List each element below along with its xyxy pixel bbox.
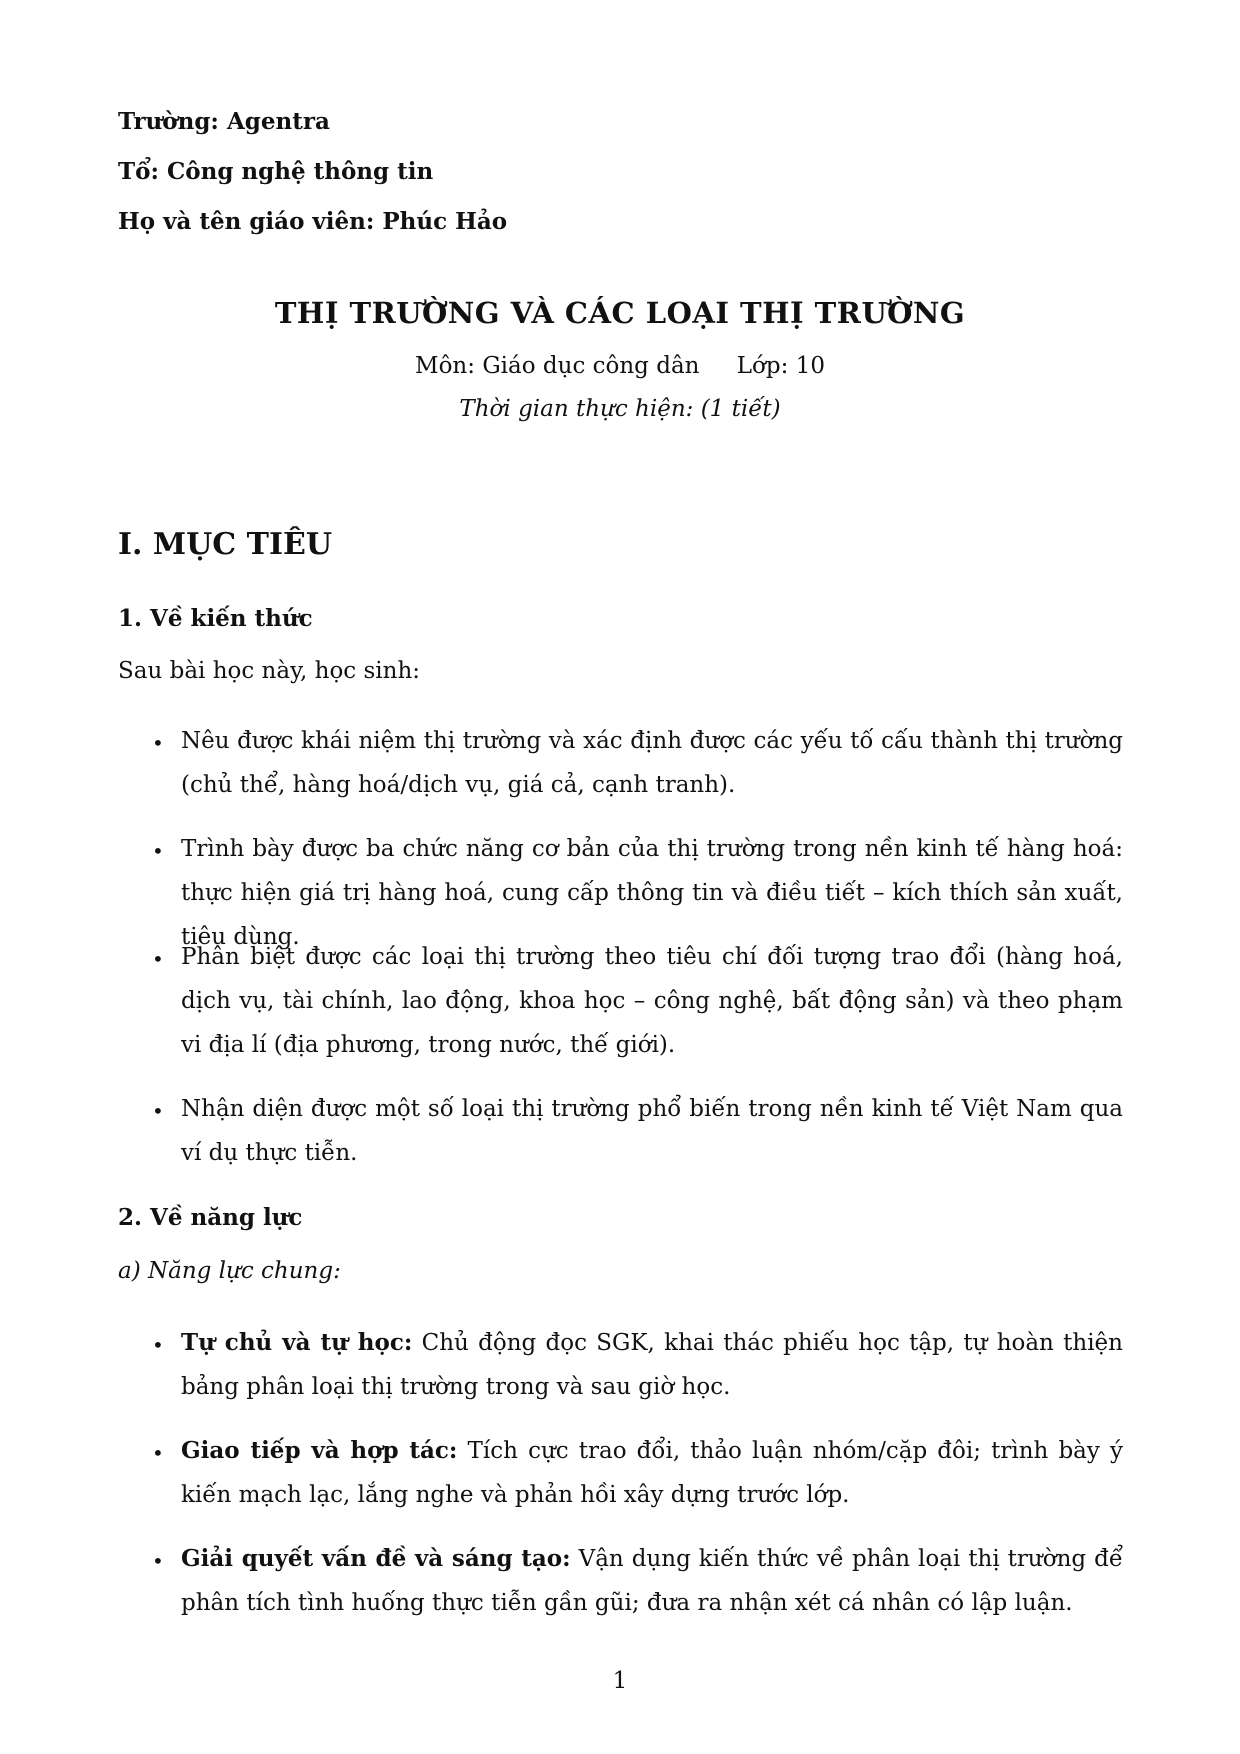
grade-label: Lớp:	[736, 353, 789, 379]
competency-item-text: Chủ động đọc SGK, khai thác phiếu học tập, tự hoàn thiện bảng phân loại thị trường trong và sau giờ học.	[181, 1330, 1123, 1400]
competency-item	[181, 1429, 1123, 1517]
knowledge-item: Trình bày được ba chức năng cơ bản của thị trường trong nền kinh tế hàng hoá: thực hiện giá trị hàng hoá, cung cấp thông tin và điều tiết – kích thích sản xuất, tiêu dùng.	[181, 836, 1123, 950]
knowledge-intro: Sau bài học này, học sinh:	[118, 658, 421, 684]
subject-value: Giáo dục công dân	[482, 353, 700, 379]
teacher-line	[118, 208, 507, 235]
knowledge-item: Nêu được khái niệm thị trường và xác định được các yếu tố cấu thành thị trường (chủ thể, hàng hoá/dịch vụ, giá cả, cạnh tranh).	[181, 728, 1123, 798]
group-line	[118, 158, 433, 185]
competency-item	[181, 1537, 1123, 1625]
competency-item-text: Tích cực trao đổi, thảo luận nhóm/cặp đôi; trình bày ý kiến mạch lạc, lắng nghe và phản hồi xây dựng trước lớp.	[181, 1438, 1123, 1508]
grade-value: 10	[795, 353, 825, 379]
bullet-marker: •	[152, 731, 164, 755]
bullet-marker: •	[152, 947, 164, 971]
bullet-marker: •	[152, 1441, 164, 1465]
page-number: 1	[612, 1668, 628, 1694]
bullet-marker: •	[152, 1549, 164, 1573]
competency-item-text: Vận dụng kiến thức về phân loại thị trường để phân tích tình huống thực tiễn gần gũi; đưa ra nhận xét cá nhân có lập luận.	[181, 1546, 1123, 1616]
duration-line: Thời gian thực hiện: (1 tiết)	[459, 396, 781, 422]
bullet-marker: •	[152, 839, 164, 863]
competency-item-label: Giao tiếp và hợp tác:	[181, 1437, 458, 1464]
competency-item-label: Giải quyết vấn đề và sáng tạo:	[181, 1545, 571, 1572]
bullet-marker: •	[152, 1099, 164, 1123]
school-name: Agentra	[226, 108, 330, 135]
competency-item-label: Tự chủ và tự học:	[181, 1329, 413, 1356]
teacher-label: Họ và tên giáo viên:	[118, 208, 375, 235]
lesson-title: THỊ TRƯỜNG VÀ CÁC LOẠI THỊ TRƯỜNG	[274, 296, 966, 330]
school-label: Trường:	[118, 108, 219, 135]
general-competency-label: a) Năng lực chung:	[118, 1258, 341, 1284]
knowledge-item: Nhận diện được một số loại thị trường phổ biến trong nền kinh tế Việt Nam qua ví dụ thực tiễn.	[181, 1096, 1123, 1166]
bullet-marker: •	[152, 1333, 164, 1357]
school-line	[118, 108, 330, 135]
competency-item	[181, 1321, 1123, 1409]
subsection-heading-competency: 2. Về năng lực	[118, 1204, 303, 1231]
subsection-heading-knowledge: 1. Về kiến thức	[118, 605, 313, 632]
group-label: Tổ:	[118, 158, 159, 185]
subject-label: Môn:	[415, 353, 475, 379]
section-heading-objectives: I. MỤC TIÊU	[118, 527, 332, 562]
knowledge-item: Phân biệt được các loại thị trường theo tiêu chí đối tượng trao đổi (hàng hoá, dịch vụ, tài chính, lao động, khoa học – công nghệ, bất động sản) và theo phạm vi địa lí (địa phương, trong nước, thế giới).	[181, 944, 1123, 1058]
subject-grade-line	[0, 353, 1240, 379]
group-name: Công nghệ thông tin	[166, 158, 434, 185]
teacher-name: Phúc Hảo	[382, 208, 508, 235]
